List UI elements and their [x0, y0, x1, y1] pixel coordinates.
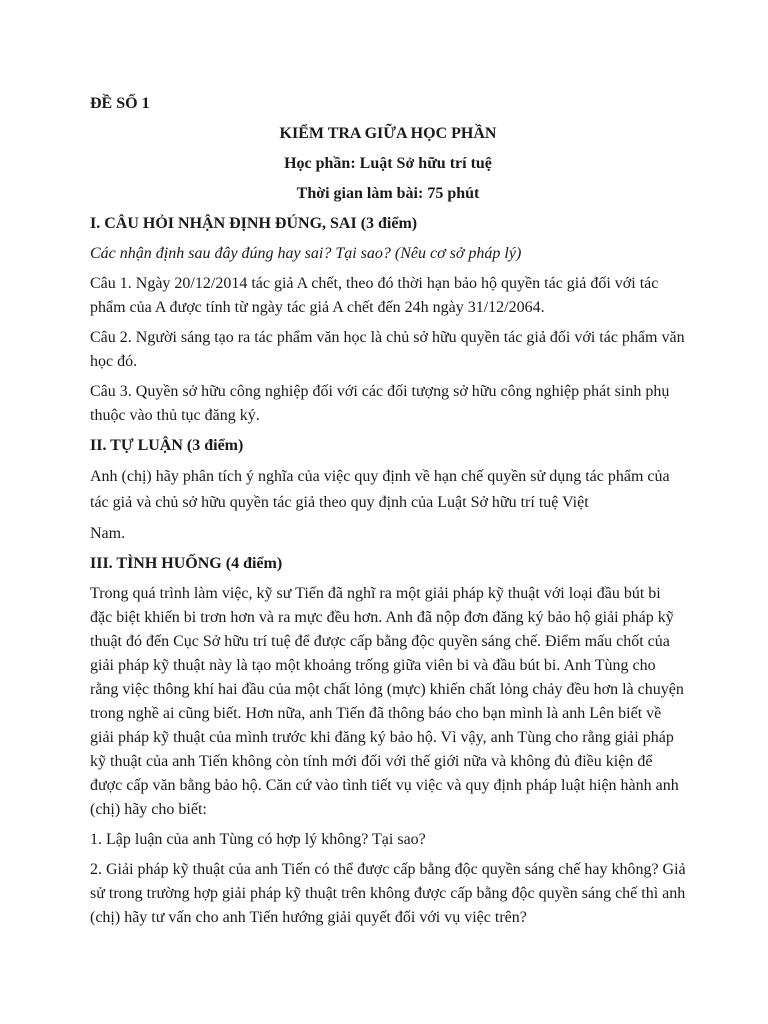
exam-content [90, 92, 686, 936]
question-2: Câu 2. Người sáng tạo ra tác phẩm văn học là chủ sở hữu quyền tác giả đối với tác phẩm văn học đó. [90, 329, 685, 370]
section2-text: Anh (chị) hãy phân tích ý nghĩa của việc quy định về hạn chế quyền sử dụng tác phẩm của tác giả và chủ sở hữu quyền tác giả theo quy định của Luật Sở hữu trí tuệ Việt [90, 468, 670, 511]
section1-instruction: Các nhận định sau đây đúng hay sai? Tại sao? (Nêu cơ sở pháp lý) [90, 245, 522, 262]
exam-number: ĐỀ SỐ 1 [90, 95, 150, 112]
scenario-text: Trong quá trình làm việc, kỹ sư Tiến đã nghĩ ra một giải pháp kỹ thuật với loại đầu bút bi đặc biệt khiến bi trơn hơn và ra mực đều hơn. Anh đã nộp đơn đăng ký bảo hộ giải pháp kỹ thuật đó đến Cục Sở hữu trí tuệ để được cấp bằng độc quyền sáng chế. Điểm mấu chốt của giải pháp kỹ thuật này là tạo một khoảng trống giữa viên bi và đầu bút bi. Anh Tùng cho rằng việc thông khí hai đầu của một chất lỏng (mực) khiến chất lỏng chảy đều hơn là chuyện trong nghề ai cũng biết. Hơn nữa, anh Tiến đã thông báo cho bạn mình là anh Lên biết về giải pháp kỹ thuật của mình trước khi đăng ký bảo hộ. Vì vậy, anh Tùng cho rằng giải pháp kỹ thuật của anh Tiến không còn tính mới đối với thế giới nữa và không đủ điều kiện để được cấp văn bằng bảo hộ. Căn cứ vào tình tiết vụ việc và quy định pháp luật hiện hành anh (chị) hãy cho biết: [90, 585, 684, 818]
duration-line: Thời gian làm bài: 75 phút [296, 185, 480, 202]
question-1: Câu 1. Ngày 20/12/2014 tác giả A chết, theo đó thời hạn bảo hộ quyền tác giả đối với tác phẩm của A được tính từ ngày tác giả A chết đến 24h ngày 31/12/2064. [90, 275, 659, 316]
section2-heading: II. TỰ LUẬN (3 điểm) [90, 437, 244, 454]
section1-heading: I. CÂU HỎI NHẬN ĐỊNH ĐÚNG, SAI (3 điểm) [90, 215, 418, 232]
scenario-question-2: 2. Giải pháp kỹ thuật của anh Tiến có thể được cấp bằng độc quyền sáng chế hay không? Giả sử trong trường hợp giải pháp kỹ thuật trên không được cấp bằng độc quyền sáng chế thì anh (chị) hãy tư vấn cho anh Tiến hướng giải quyết đối với vụ việc trên? [90, 861, 686, 926]
section2-text-end: Nam. [90, 525, 126, 542]
section3-heading: III. TÌNH HUỐNG (4 điểm) [90, 555, 283, 572]
subject-line: Học phần: Luật Sở hữu trí tuệ [284, 155, 492, 172]
exam-title: KIỂM TRA GIỮA HỌC PHẦN [279, 125, 497, 142]
scenario-question-1: 1. Lập luận của anh Tùng có hợp lý không? Tại sao? [90, 831, 426, 848]
question-3: Câu 3. Quyền sở hữu công nghiệp đối với các đối tượng sở hữu công nghiệp phát sinh phụ thuộc vào thủ tục đăng ký. [90, 383, 670, 424]
